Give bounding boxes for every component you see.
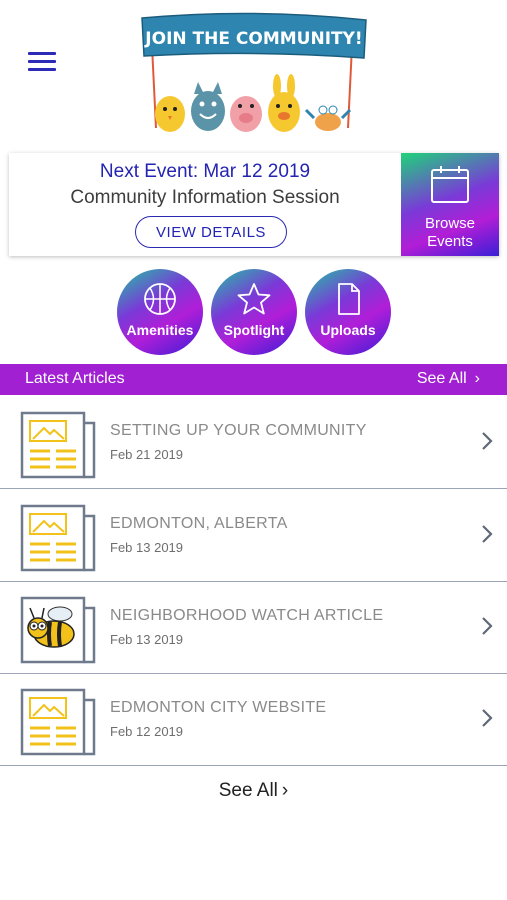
chevron-right-icon: › [474, 370, 480, 387]
amenities-button[interactable] [117, 269, 203, 355]
app-header [0, 0, 507, 145]
article-title: SETTING UP YOUR COMMUNITY [110, 422, 367, 439]
newspaper-icon [20, 411, 96, 479]
see-all-articles-link[interactable]: See All › [416, 370, 480, 387]
bottom-see-all-link[interactable]: See All › [218, 780, 289, 801]
bee-newspaper-icon [20, 596, 96, 664]
chevron-right-icon [477, 708, 497, 728]
article-row[interactable] [0, 582, 507, 674]
star-icon [237, 282, 271, 316]
basketball-icon [143, 282, 177, 316]
amenities-label: Amenities [126, 322, 194, 338]
browse-events-label: Browse Events [424, 215, 476, 250]
chevron-right-icon: › [281, 780, 289, 801]
latest-articles-heading: Latest Articles [25, 370, 125, 387]
article-row[interactable] [0, 397, 507, 489]
chevron-right-icon [477, 431, 497, 451]
view-details-button[interactable]: VIEW DETAILS [135, 216, 287, 248]
article-row[interactable] [0, 674, 507, 766]
event-name: Community Information Session [70, 187, 340, 208]
event-info [9, 153, 401, 256]
article-title: EDMONTON, ALBERTA [110, 515, 288, 532]
browse-events-button[interactable] [401, 153, 499, 256]
uploads-label: Uploads [320, 322, 376, 338]
spotlight-label: Spotlight [223, 322, 285, 338]
newspaper-icon [20, 504, 96, 572]
article-row[interactable] [0, 490, 507, 582]
chevron-right-icon [477, 524, 497, 544]
article-date: Feb 13 2019 [110, 632, 184, 647]
hamburger-menu-icon[interactable] [28, 52, 56, 74]
join-the-community-logo [138, 6, 370, 142]
spotlight-button[interactable] [211, 269, 297, 355]
article-title: NEIGHBORHOOD WATCH ARTICLE [110, 607, 384, 624]
quick-links [0, 269, 507, 357]
uploads-button[interactable] [305, 269, 391, 355]
article-title: EDMONTON CITY WEBSITE [110, 699, 327, 716]
calendar-icon [430, 164, 470, 204]
latest-articles-bar [0, 364, 507, 395]
article-date: Feb 13 2019 [110, 540, 184, 555]
next-event-card [9, 153, 499, 256]
article-date: Feb 12 2019 [110, 724, 184, 739]
newspaper-icon [20, 688, 96, 756]
article-date: Feb 21 2019 [110, 447, 184, 462]
chevron-right-icon [477, 616, 497, 636]
document-icon [331, 282, 365, 316]
event-date-label: Next Event: Mar 12 2019 [99, 161, 311, 182]
svg-text:JOIN THE COMMUNITY!: JOIN THE COMMUNITY! [145, 29, 363, 49]
